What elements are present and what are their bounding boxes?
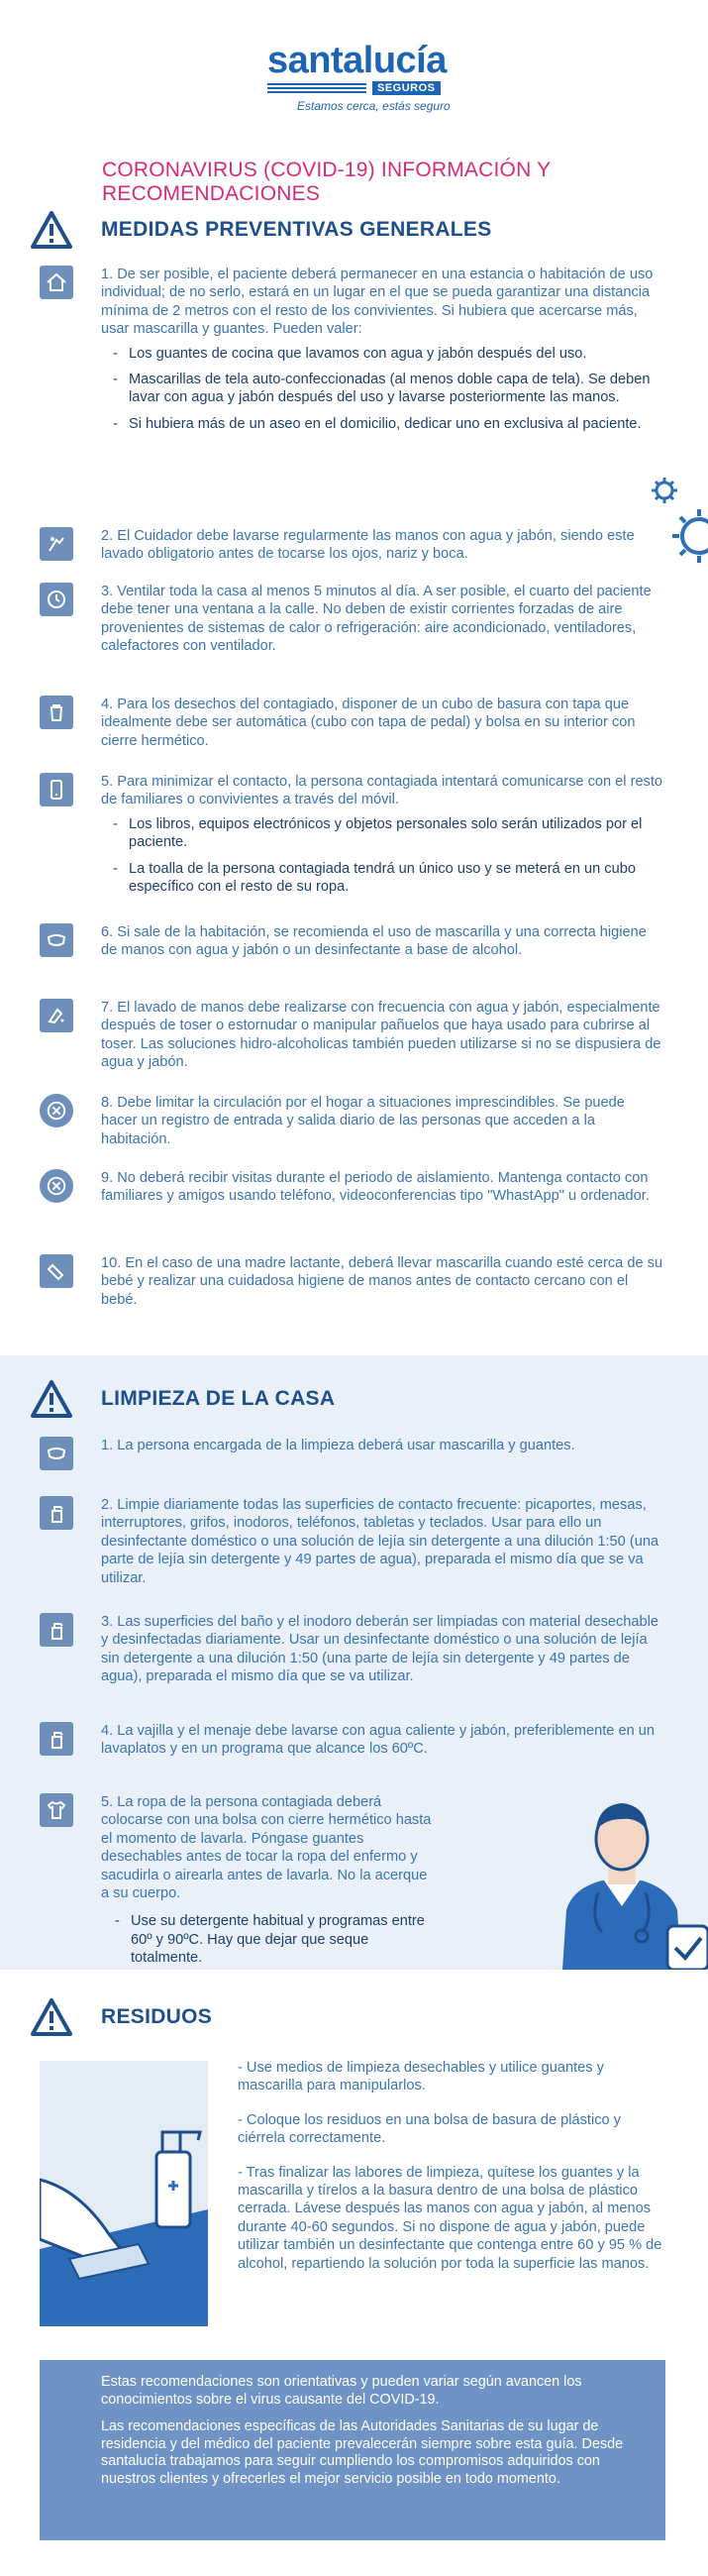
bullet-list [113,815,663,897]
item-text: 4. La vajilla y el menaje debe lavarse con agua caliente y jabón, preferiblemente en un lavaplatos y en un programa que alcance los 60ºC. [101,1723,655,1758]
house-icon [40,266,73,299]
bullet-list [113,345,663,434]
item-text: 3. Ventilar toda la casa al menos 5 minutos al día. A ser posible, el cuarto del paciente debe tener una ventana a la calle. No deben de existir corrientes forzadas de aire provenientes de sistemas de calor o refrigeración: aire acondicionado, ventiladores, calefactores con ventilador. [101,584,652,655]
section-heading-residuos [30,1997,212,2037]
list-item [40,527,663,564]
warning-icon [30,210,73,250]
residuos-item: - Tras finalizar las labores de limpieza, quítese los guantes y la mascarilla y tírelos a la basura dentro de una bolsa de plástico cerrada. Lávese después las manos con agua y jabón, al menos durante 40-60 segundos. Si no dispone de agua y jabón, puede utilizar también un desinfectante que contenga entre 60 y 95 % de alcohol, repartiendo la solución por toda la superficie las manos. [238,2164,662,2272]
logo-stripes [267,83,366,97]
brand-tagline: Estamos cerca, estás seguro [297,99,451,113]
doctor-illustration [543,1781,708,1970]
item-text: 6. Si sale de la habitación, se recomienda el uso de mascarilla y una correcta higiene de manos con agua y jabón o un desinfectante a base de alcohol. [101,924,647,959]
section-heading-medidas [30,210,492,250]
item-text: 2. Limpie diariamente todas las superficies de contacto frecuente: picaportes, mesas, interruptores, grifos, inodoros, teléfonos, tabletas y teclados. Usar para ello un desinfectante doméstico o una solución de lejía sin detergente a una dilución 1:50 (una parte de lejía sin detergente y 49 partes de agua), preparada el mismo día que se va utilizar. [101,1497,659,1586]
disclaimer-box [40,2360,665,2540]
spray-icon [40,1496,73,1530]
list-item [40,1094,663,1148]
trash-icon [40,696,73,729]
disclaimer-text: Estas recomendaciones son orientativas y pueden variar según avancen los conocimientos sobre el virus causante del COVID-19. [101,2374,582,2408]
section-heading-limpieza [30,1379,335,1419]
bullet: - Los libros, equipos electrónicos y objetos personales solo serán utilizados por el paciente. [113,815,663,852]
residuos-item: - Use medios de limpieza desechables y utilice guantes y mascarilla para manipularlos. [238,2060,604,2094]
section-title: LIMPIEZA DE LA CASA [101,1387,336,1410]
list-item [40,1169,663,1206]
handwash-icon [40,999,73,1032]
mask-icon [40,923,73,957]
spray-icon [40,1722,73,1756]
item-text: 9. No deberá recibir visitas durante el periodo de aislamiento. Mantenga contacto con familiares y amigos usando teléfono, videoconferencias tipo "WhastApp" u ordenador. [101,1170,650,1205]
section-title: RESIDUOS [101,2005,213,2028]
list-item [40,1437,663,1454]
mask-icon [40,1437,73,1470]
list-item [40,923,663,960]
spray-icon [40,1613,73,1647]
item-text: 8. Debe limitar la circulación por el hogar a situaciones imprescindibles. Se puede hacer un registro de entrada y salida diario de las personas que acceden a la habitación. [101,1095,625,1147]
residuos-text [238,2059,663,2289]
no-entry-icon [40,1094,73,1127]
virus-icon [650,476,679,505]
bullet: - Los guantes de cocina que lavamos con agua y jabón después del uso. [113,345,663,363]
page-title: CORONAVIRUS (COVID-19) INFORMACIÓN Y RECOMENDACIONES [102,159,551,205]
nursing-icon [40,1254,73,1288]
item-text: 1. De ser posible, el paciente deberá permanecer en una estancia o habitación de uso individual; de no serlo, estará en un lugar en el que se pueda garantizar una distancia mínima de 2 metros con el resto de los convivientes. Si hubiera que acercarse más, usar mascarilla y guantes. Pueden valer: [101,267,654,338]
list-item [40,266,663,441]
list-item [40,1793,436,1976]
list-item [40,1722,663,1759]
phone-icon [40,773,73,806]
list-item [40,1496,663,1587]
virus-icon [669,507,708,565]
bullet: - Mascarillas de tela auto-confeccionadas (al menos doble capa de tela). Se deben lavar con agua y jabón después del uso y lavarse posteriormente las manos. [113,371,663,407]
cleaning-illustration [40,2061,208,2326]
item-text: 5. La ropa de la persona contagiada deberá colocarse con una bolsa con cierre hermético hasta el momento de lavarla. Póngase guantes desechables antes de tocar la ropa del enfermo y sacudirla o airearla antes de lavarla. No la acerque a su cuerpo. [101,1794,432,1902]
shirt-icon [40,1793,73,1827]
bullet: - La toalla de la persona contagiada tendrá un único uso y se meterá en un cubo específico con el resto de su ropa. [113,860,663,897]
header [0,0,708,129]
warning-icon [30,1997,73,2037]
item-text: 4. Para los desechos del contagiado, disponer de un cubo de basura con tapa que idealmente debe ser automática (cubo con tapa de pedal) y bolsa en su interior con cierre hermético. [101,697,636,749]
bullet-list [115,1912,436,1967]
section-title: MEDIDAS PREVENTIVAS GENERALES [101,218,492,241]
disclaimer-text: Las recomendaciones específicas de las Autoridades Sanitarias de su lugar de residencia y del médico del paciente prevalecerán siempre sobre esta guía. Desde santalucía trabajamos para seguir cumpliendo los compromisos adquiridos con nuestros clientes y ofrecerles el mejor servicio posible en todo momento. [101,2418,624,2487]
list-item [40,999,663,1072]
bullet: - Si hubiera más de un aseo en el domicilio, dedicar uno en exclusiva al paciente. [113,415,663,433]
item-text: 1. La persona encargada de la limpieza deberá usar mascarilla y guantes. [101,1438,575,1453]
list-item [40,583,663,656]
list-item [40,773,663,904]
list-item [40,1613,663,1686]
warning-icon [30,1379,73,1419]
item-text: 5. Para minimizar el contacto, la persona contagiada intentará comunicarse con el resto de familiares o convivientes a través del móvil. [101,774,663,808]
item-text: 2. El Cuidador debe lavarse regularmente las manos con agua y jabón, siendo este lavado obligatorio antes de tocarse los ojos, nariz y boca. [101,528,635,563]
residuos-item: - Coloque los residuos en una bolsa de basura de plástico y ciérrela correctamente. [238,2111,621,2147]
item-text: 7. El lavado de manos debe realizarse con frecuencia con agua y jabón, especialmente después de toser o estornudar o manipular pañuelos que haya usado para cubrirse al toser. Las soluciones hidro-alcoholicas también pueden utilizarse si no se dispusiera de agua y jabón. [101,1000,661,1071]
list-item [40,1254,663,1309]
item-text: 3. Las superficies del baño y el inodoro deberán ser limpiadas con material desechable y desinfectadas diariamente. Usar un desinfectante doméstico o una solución de lejía sin detergente a una dilución 1:50 (una parte de lejía sin detergente y 49 partes de agua), preparada el mismo día que se va utilizar. [101,1614,659,1685]
hands-icon [40,527,73,561]
clock-icon [40,583,73,616]
brand-logo: santalucía [267,40,447,81]
no-entry-icon [40,1169,73,1203]
bullet: - Use su detergente habitual y programas entre 60º y 90ºC. Hay que dejar que seque totalmente. [115,1912,436,1967]
item-text: 10. En el caso de una madre lactante, deberá llevar mascarilla cuando esté cerca de su bebé y realizar una cuidadosa higiene de manos antes de contacto cercano con el bebé. [101,1255,663,1308]
brand-sub: SEGUROS [372,81,441,95]
list-item [40,696,663,750]
